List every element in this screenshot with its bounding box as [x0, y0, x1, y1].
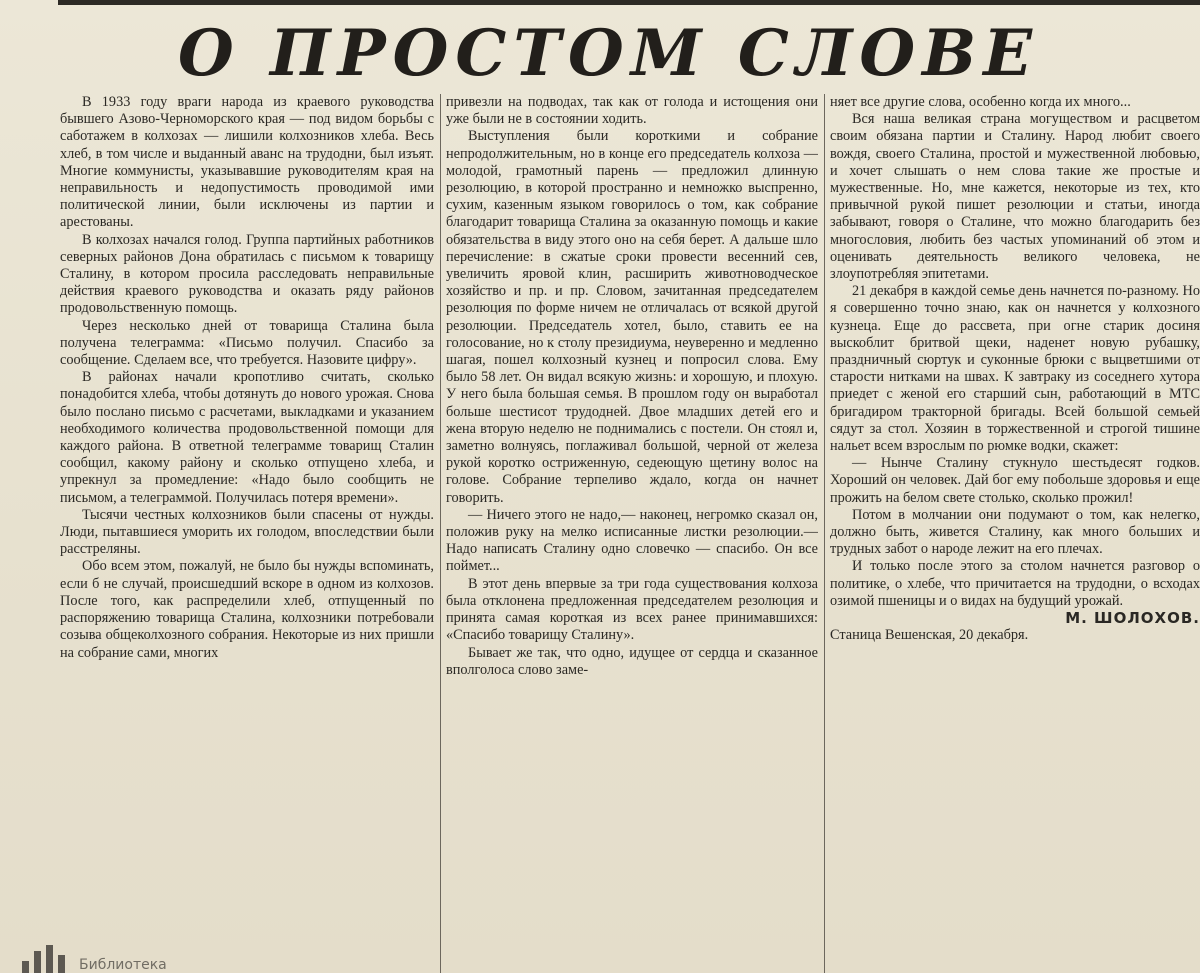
paragraph: Вся наша великая страна могуществом и расцветом своим обязана партии и Сталину. Народ любит своего вождя, своего Сталина, простой и мужественной любовью, и хочет слышать о нем слова такие же простые и мужественные. Но, мне кажется, некоторые из тех, кто привычной рукой пишет резолюции и статьи, иногда забывают, говоря о Сталине, что можно благодарить без многословия, любить без частых упоминаний об этом и оценивать деятельность великого человека, не злоупотребляя эпитетами.	[830, 111, 1200, 283]
paragraph: Потом в молчании они подумают о том, как нелегко, должно быть, живется Сталину, как много больших и трудных забот о народе лежит на его плечах.	[830, 506, 1200, 558]
column-divider	[440, 94, 441, 973]
author-signature: М. ШОЛОХОВ.	[1065, 609, 1200, 628]
watermark-text: Библиотека	[79, 957, 167, 973]
paragraph: 21 декабря в каждой семье день начнется по-разному. Но я совершенно точно знаю, как он начнется у колхозного кузнеца. Еще до рассвета, при огне старик досиня выскоблит бритвой щеки, наденет новую рубашку, праздничный сюртук и суконные брюки с выцветшими от старости нитками на швах. К завтраку из соседнего хутора приедет с женой его старший сын, работающий в МТС бригадиром тракторной бригады. Всей большой семьей сядут за стол. Хозяин в торжественной и строгой тишине нальет всем взрослым по рюмке водки, скажет:	[830, 283, 1200, 455]
paragraph: Тысячи честных колхозников были спасены от нужды. Люди, пытавшиеся уморить их голодом, впоследствии были расстреляны.	[60, 506, 434, 558]
paragraph: Бывает же так, что одно, идущее от сердца и сказанное вполголоса слово заме-	[446, 644, 818, 678]
paragraph: В этот день впервые за три года существования колхоза была отклонена предложенная председателем резолюция и принята самая короткая из всех ранее принимавшихся: «Спасибо товарищу Сталину».	[446, 575, 818, 644]
paragraph: — Нынче Сталину стукнуло шестьдесят годков. Хороший он человек. Дай бог ему побольше здоровья и еще прожить на белом свете столько, сколько прожил!	[830, 455, 1200, 506]
paragraph: няет все другие слова, особенно когда их много...	[830, 94, 1131, 110]
library-watermark	[0, 944, 260, 973]
paragraph: Через несколько дней от товарища Сталина была получена телеграмма: «Письмо получил. Спасибо за сообщение. Сделаем все, что требуется. Назовите цифру».	[60, 317, 434, 369]
article-column-2	[446, 94, 818, 973]
paragraph: привезли на подводах, так как от голода и истощения они уже были не в состоянии ходить.	[446, 94, 818, 128]
paragraph: В районах начали кропотливо считать, сколько понадобится хлеба, чтобы дотянуть до нового урожая. Снова было послано письмо с расчетами, выкладками и указанием необходимого количества продовольственной помощи для каждого района. В ответной телеграмме товарищ Сталин сообщил, какому району и сколько отпущено хлеба, и упрекнул за промедление: «Надо было сообщить не письмом, а телеграммой. Получилась потеря времени».	[60, 369, 434, 506]
paragraph: Обо всем этом, пожалуй, не было бы нужды вспоминать, если б не случай, происшедший вскоре в одном из колхозов. После того, как распределили хлеб, отпущенный по распоряжению товарища Сталина, колхозники потребовали созыва общеколхозного собрания. Некоторые из них пришли на собрание сами, многих	[60, 558, 434, 661]
paragraph: — Ничего этого не надо,— наконец, негромко сказал он, положив руку на мелко исписанные листки резолюции.— Надо написать Сталину одно словечко — спасибо. Он все поймет...	[446, 506, 818, 575]
paragraph: В 1933 году враги народа из краевого руководства бывшего Азово-Черноморского края — под видом борьбы с саботажем в колхозах — лишили колхозников хлеба. Весь хлеб, в том числе и выданный аванс на трудодни, был изъят. Многие коммунисты, указывавшие руководителям края на неправильность и недопустимость проводимой ими политической линии, были исключены из партии и арестованы.	[60, 94, 434, 231]
library-logo-icon	[22, 945, 65, 973]
paragraph: В колхозах начался голод. Группа партийных работников северных районов Дона обратилась с письмом к товарищу Сталину, в котором просила расследовать неправильные действия краевого руководства и оказать ряду районов продовольственную помощь.	[60, 231, 434, 317]
paragraph: Выступления были короткими и собрание непродолжительным, но в конце его председатель колхоза — молодой, грамотный парень — предложил длинную резолюцию, в которой пространно и немножко выспренно, сухим, казенным языком говорилось о том, как собрание благодарит товарища Сталина за оказанную помощь и какие обязательства в виду этого оно на себя берет. А дальше шло перечисление: в сжатые сроки провести весенний сев, увеличить яровой клин, расширить животноводческое хозяйство и пр. и пр. Словом, зачитанная председателем резолюция по форме ничем не отличалась от всякой другой резолюции. Председатель хотел, было, ставить ее на голосование, но к столу президиума, неуверенно и медленно шагая, пошел колхозный кузнец и попросил слова. Ему было 58 лет. Он видал всякую жизнь: и хорошую, и плохую. У него была большая семья. В прошлом году он выработал больше шестисот трудодней. Двое младших детей его и жена вторую неделю не поднимались с постели. Он стоял и, заметно волнуясь, поглаживал большой, черной от железа рукой коротко остриженную, седеющую щетину волос на голове. Собрание терпеливо ждало, когда он начнет говорить.	[446, 128, 818, 506]
dateline: Станица Вешенская, 20 декабря.	[830, 627, 1029, 644]
top-rule	[58, 0, 1200, 5]
article-column-3	[830, 94, 1200, 973]
paragraph: И только после этого за столом начнется разговор о политике, о хлебе, что причитается на трудодни, о всходах озимой пшеницы и о видах на будущий урожай.	[830, 558, 1200, 609]
headline: О ПРОСТОМ СЛОВЕ	[178, 16, 1039, 91]
column-divider	[824, 94, 825, 973]
article-column-1	[60, 94, 434, 973]
